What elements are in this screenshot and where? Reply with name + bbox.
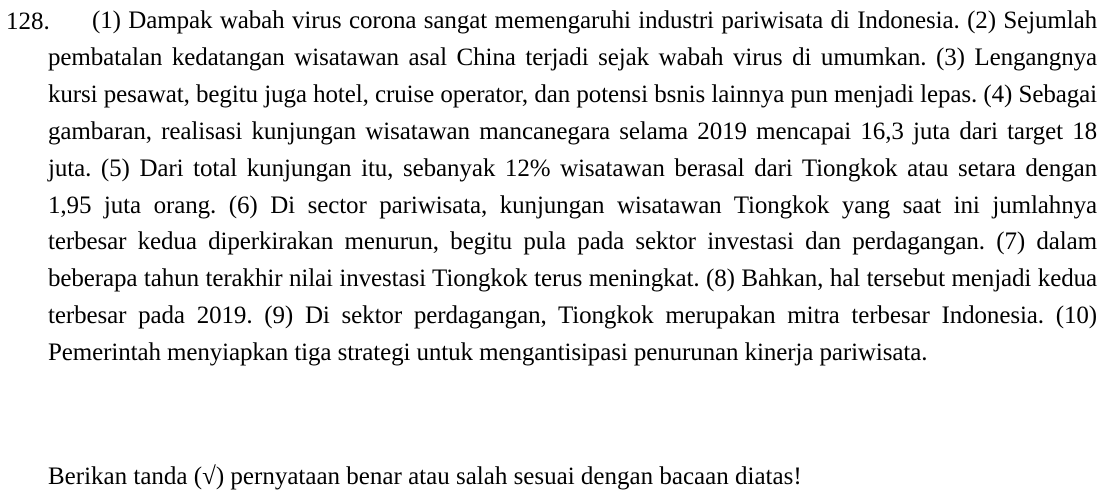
question-passage: (1) Dampak wabah virus corona sangat memengaruhi industri pariwisata di Indonesia. (2) Sejumlah pembatalan kedatangan wisatawan asal China terjadi sejak wabah virus di umumkan. (3) Lengangnya kursi pesawat, begitu juga hotel, cruise operator, dan potensi bsnis lainnya pun menjadi lepas. (4) Sebagai gambaran, realisasi kunjungan wisatawan mancanegara selama 2019 mencapai 16,3 juta dari target 18 juta. (5) Dari total kunjungan itu, sebanyak 12% wisatawan berasal dari Tiongkok atau setara dengan 1,95 juta orang. (6) Di sector pariwisata, kunjungan wisatawan Tiongkok yang saat ini jumlahnya terbesar kedua diperkirakan menurun, begitu pula pada sektor investasi dan perdagangan. (7) dalam beberapa tahun terakhir nilai investasi Tiongkok terus meningkat. (8) Bahkan, hal tersebut menjadi kedua terbesar pada 2019. (9) Di sektor perdagangan, Tiongkok merupakan mitra terbesar Indonesia. (10) Pemerintah menyiapkan tiga strategi untuk mengantisipasi penurunan kinerja pariwisata. (48, 7, 1097, 367)
question-number: 128. (6, 8, 50, 35)
question-instruction: Berikan tanda (√) pernyataan benar atau salah sesuai dengan bacaan diatas! (48, 463, 802, 490)
